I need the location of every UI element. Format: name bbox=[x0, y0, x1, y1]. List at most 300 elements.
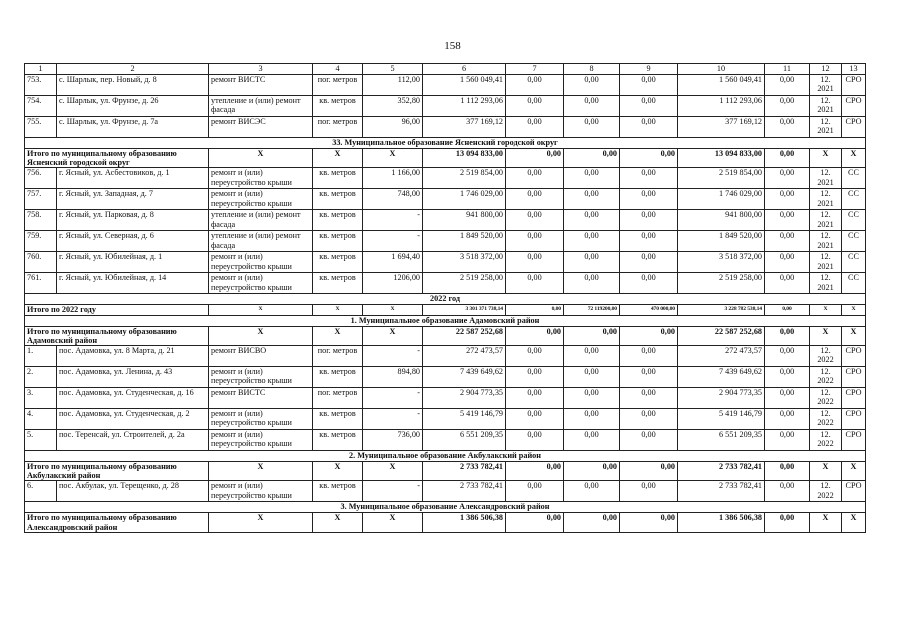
total-cell: X bbox=[313, 305, 363, 315]
table-row bbox=[25, 189, 866, 210]
table-cell: 1206,00 bbox=[363, 273, 423, 294]
section-title: 3. Муниципальное образование Александровский район bbox=[25, 502, 866, 513]
table-cell: СРО bbox=[842, 409, 866, 430]
table-cell: 0,00 bbox=[620, 430, 678, 451]
table-cell: с. Шарлык, пер. Новый, д. 8 bbox=[57, 75, 209, 96]
total-cell: 3 228 782 538,14 bbox=[678, 305, 765, 315]
table-cell: 12. 2022 bbox=[810, 481, 842, 502]
table-cell: 0,00 bbox=[620, 367, 678, 388]
municipality-total-row bbox=[25, 326, 866, 345]
total-cell: 3 301 371 738,14 bbox=[423, 305, 506, 315]
total-label: Итого по муниципальному образованию Акбулакский район bbox=[25, 462, 209, 481]
table-cell: пог. метров bbox=[313, 346, 363, 367]
table-cell: кв. метров bbox=[313, 367, 363, 388]
table-cell: СС bbox=[842, 252, 866, 273]
table-cell: кв. метров bbox=[313, 481, 363, 502]
table-cell: 5. bbox=[25, 430, 57, 451]
table-cell: - bbox=[363, 388, 423, 409]
table-row bbox=[25, 168, 866, 189]
table-cell: 2 519 854,00 bbox=[423, 168, 506, 189]
table-cell: 0,00 bbox=[620, 409, 678, 430]
table-cell: 0,00 bbox=[765, 388, 810, 409]
column-number-cell: 9 bbox=[620, 64, 678, 75]
section-title: 33. Муниципальное образование Ясненский городской округ bbox=[25, 138, 866, 149]
table-cell: 2 733 782,41 bbox=[678, 481, 765, 502]
table-cell: 759. bbox=[25, 231, 57, 252]
table-cell: 756. bbox=[25, 168, 57, 189]
table-cell: 0,00 bbox=[506, 273, 564, 294]
total-cell: 0,00 bbox=[620, 149, 678, 168]
section-title: 2. Муниципальное образование Акбулакский район bbox=[25, 451, 866, 462]
table-cell: 377 169,12 bbox=[423, 117, 506, 138]
table-cell: 0,00 bbox=[564, 409, 620, 430]
column-number-cell: 4 bbox=[313, 64, 363, 75]
table-cell: утепление и (или) ремонт фасада bbox=[209, 210, 313, 231]
table-cell: г. Ясный, ул. Северная, д. 6 bbox=[57, 231, 209, 252]
municipality-total-row bbox=[25, 462, 866, 481]
table-cell: 272 473,57 bbox=[678, 346, 765, 367]
table-cell: г. Ясный, ул. Асбестовиков, д. 1 bbox=[57, 168, 209, 189]
table-cell: 894,80 bbox=[363, 367, 423, 388]
table-cell: 0,00 bbox=[620, 189, 678, 210]
table-cell: 12. 2022 bbox=[810, 346, 842, 367]
table-cell: 0,00 bbox=[564, 252, 620, 273]
table-cell: 12. 2022 bbox=[810, 430, 842, 451]
table-cell: кв. метров bbox=[313, 409, 363, 430]
table-cell: СС bbox=[842, 168, 866, 189]
table-cell: г. Ясный, ул. Юбилейная, д. 14 bbox=[57, 273, 209, 294]
table-cell: 0,00 bbox=[765, 231, 810, 252]
total-cell: X bbox=[363, 305, 423, 315]
table-cell: ремонт ВИСЭС bbox=[209, 117, 313, 138]
table-cell: 755. bbox=[25, 117, 57, 138]
table-cell: 1 849 520,00 bbox=[678, 231, 765, 252]
table-cell: 12. 2022 bbox=[810, 367, 842, 388]
total-cell: X bbox=[363, 513, 423, 532]
table-cell: кв. метров bbox=[313, 231, 363, 252]
total-cell: 0,00 bbox=[506, 326, 564, 345]
table-cell: СС bbox=[842, 231, 866, 252]
column-number-cell: 1 bbox=[25, 64, 57, 75]
table-cell: 0,00 bbox=[620, 168, 678, 189]
table-cell: кв. метров bbox=[313, 168, 363, 189]
table-cell: 0,00 bbox=[765, 189, 810, 210]
table-cell: 12. 2021 bbox=[810, 210, 842, 231]
table-cell: пог. метров bbox=[313, 75, 363, 96]
table-cell: 12. 2021 bbox=[810, 96, 842, 117]
table-cell: 0,00 bbox=[506, 168, 564, 189]
table-cell: пос. Акбулак, ул. Терещенко, д. 28 bbox=[57, 481, 209, 502]
table-cell: 352,80 bbox=[363, 96, 423, 117]
total-cell: X bbox=[842, 326, 866, 345]
table-cell: 0,00 bbox=[620, 210, 678, 231]
total-label: Итого по муниципальному образованию Ясненский городской округ bbox=[25, 149, 209, 168]
table-cell: 0,00 bbox=[564, 231, 620, 252]
total-cell: X bbox=[810, 513, 842, 532]
table-cell: 96,00 bbox=[363, 117, 423, 138]
table-cell: 1 746 029,00 bbox=[423, 189, 506, 210]
total-cell: 0,00 bbox=[765, 326, 810, 345]
table-cell: 0,00 bbox=[564, 346, 620, 367]
total-cell: X bbox=[842, 305, 866, 315]
table-cell: 0,00 bbox=[506, 388, 564, 409]
total-cell: X bbox=[313, 513, 363, 532]
total-cell: 0,00 bbox=[564, 462, 620, 481]
table-cell: СРО bbox=[842, 388, 866, 409]
column-number-cell: 12 bbox=[810, 64, 842, 75]
total-label: Итого по 2022 году bbox=[25, 305, 209, 315]
table-cell: 1 560 049,41 bbox=[423, 75, 506, 96]
table-cell: 377 169,12 bbox=[678, 117, 765, 138]
table-cell: 0,00 bbox=[564, 117, 620, 138]
total-cell: 0,00 bbox=[506, 305, 564, 315]
table-cell: кв. метров bbox=[313, 273, 363, 294]
table-cell: 2 519 258,00 bbox=[423, 273, 506, 294]
table-cell: 6 551 209,35 bbox=[423, 430, 506, 451]
table-cell: 1 694,40 bbox=[363, 252, 423, 273]
table-row bbox=[25, 409, 866, 430]
table-cell: 0,00 bbox=[765, 75, 810, 96]
table-row bbox=[25, 481, 866, 502]
table-row bbox=[25, 117, 866, 138]
table-cell: ремонт и (или) переустройство крыши bbox=[209, 481, 313, 502]
table-cell: кв. метров bbox=[313, 210, 363, 231]
total-cell: 2 733 782,41 bbox=[423, 462, 506, 481]
table-cell: 0,00 bbox=[564, 75, 620, 96]
total-cell: X bbox=[209, 462, 313, 481]
table-cell: 5 419 146,79 bbox=[423, 409, 506, 430]
total-cell: 470 000,00 bbox=[620, 305, 678, 315]
table-cell: 748,00 bbox=[363, 189, 423, 210]
table-cell: ремонт и (или) переустройство крыши bbox=[209, 430, 313, 451]
table-cell: 0,00 bbox=[506, 346, 564, 367]
table-cell: 1 112 293,06 bbox=[423, 96, 506, 117]
total-cell: X bbox=[209, 513, 313, 532]
table-cell: СРО bbox=[842, 117, 866, 138]
column-number-header bbox=[25, 64, 866, 75]
table-cell: пог. метров bbox=[313, 117, 363, 138]
table-cell: 5 419 146,79 bbox=[678, 409, 765, 430]
table-cell: 3 518 372,00 bbox=[423, 252, 506, 273]
table-cell: кв. метров bbox=[313, 430, 363, 451]
table-row bbox=[25, 430, 866, 451]
table-cell: СРО bbox=[842, 75, 866, 96]
total-cell: 0,00 bbox=[564, 326, 620, 345]
table-cell: ремонт ВИСТС bbox=[209, 75, 313, 96]
page-number: 158 bbox=[444, 40, 461, 52]
table-cell: пос. Теренсай, ул. Строителей, д. 2а bbox=[57, 430, 209, 451]
municipality-total-row bbox=[25, 149, 866, 168]
table-cell: 3 518 372,00 bbox=[678, 252, 765, 273]
table-cell: г. Ясный, ул. Юбилейная, д. 1 bbox=[57, 252, 209, 273]
table-cell: 0,00 bbox=[506, 409, 564, 430]
table-cell: 0,00 bbox=[506, 117, 564, 138]
total-cell: X bbox=[810, 149, 842, 168]
table-cell: 3. bbox=[25, 388, 57, 409]
table-cell: СС bbox=[842, 189, 866, 210]
total-cell: 0,00 bbox=[506, 462, 564, 481]
table-cell: - bbox=[363, 481, 423, 502]
table-cell: 0,00 bbox=[620, 346, 678, 367]
total-cell: 1 386 506,38 bbox=[678, 513, 765, 532]
table-cell: кв. метров bbox=[313, 252, 363, 273]
total-cell: 0,00 bbox=[506, 149, 564, 168]
table-cell: 0,00 bbox=[620, 388, 678, 409]
table-row bbox=[25, 231, 866, 252]
table-cell: 0,00 bbox=[564, 430, 620, 451]
table-row bbox=[25, 346, 866, 367]
table-cell: утепление и (или) ремонт фасада bbox=[209, 96, 313, 117]
section-header-row bbox=[25, 315, 866, 326]
table-cell: 0,00 bbox=[620, 273, 678, 294]
table-cell: 2. bbox=[25, 367, 57, 388]
table-cell: 2 733 782,41 bbox=[423, 481, 506, 502]
table-cell: 0,00 bbox=[564, 168, 620, 189]
table-cell: - bbox=[363, 409, 423, 430]
table-row bbox=[25, 273, 866, 294]
table-cell: 0,00 bbox=[765, 96, 810, 117]
table-cell: СРО bbox=[842, 481, 866, 502]
municipality-total-row bbox=[25, 513, 866, 532]
table-cell: пос. Адамовка, ул. Ленина, д. 43 bbox=[57, 367, 209, 388]
table-cell: пос. Адамовка, ул. Студенческая, д. 2 bbox=[57, 409, 209, 430]
table-cell: пос. Адамовка, ул. Студенческая, д. 16 bbox=[57, 388, 209, 409]
table-cell: 0,00 bbox=[765, 168, 810, 189]
table-cell: утепление и (или) ремонт фасада bbox=[209, 231, 313, 252]
total-cell: X bbox=[363, 462, 423, 481]
table-cell: 0,00 bbox=[506, 75, 564, 96]
section-header-row bbox=[25, 502, 866, 513]
table-cell: СС bbox=[842, 210, 866, 231]
total-cell: 13 094 833,00 bbox=[678, 149, 765, 168]
table-cell: пос. Адамовка, ул. 8 Марта, д. 21 bbox=[57, 346, 209, 367]
table-cell: 0,00 bbox=[620, 117, 678, 138]
table-cell: 112,00 bbox=[363, 75, 423, 96]
table-cell: 0,00 bbox=[564, 273, 620, 294]
table-cell: 12. 2021 bbox=[810, 168, 842, 189]
section-header-row bbox=[25, 138, 866, 149]
section-title: 2022 год bbox=[25, 294, 866, 305]
total-cell: X bbox=[842, 462, 866, 481]
table-cell: 1 112 293,06 bbox=[678, 96, 765, 117]
table-cell: 941 800,00 bbox=[678, 210, 765, 231]
table-cell: СС bbox=[842, 273, 866, 294]
table-cell: 0,00 bbox=[506, 231, 564, 252]
column-number-cell: 7 bbox=[506, 64, 564, 75]
table-cell: 0,00 bbox=[564, 210, 620, 231]
table-cell: 12. 2022 bbox=[810, 409, 842, 430]
table-cell: СРО bbox=[842, 430, 866, 451]
table-row bbox=[25, 367, 866, 388]
column-number-cell: 8 bbox=[564, 64, 620, 75]
table-row bbox=[25, 210, 866, 231]
table-cell: 0,00 bbox=[506, 367, 564, 388]
table-cell: 12. 2021 bbox=[810, 231, 842, 252]
table-cell: 12. 2021 bbox=[810, 273, 842, 294]
total-cell: 0,00 bbox=[765, 462, 810, 481]
table-cell: СРО bbox=[842, 346, 866, 367]
table-cell: кв. метров bbox=[313, 96, 363, 117]
total-cell: X bbox=[810, 326, 842, 345]
table-cell: 7 439 649,62 bbox=[678, 367, 765, 388]
table-cell: 1 746 029,00 bbox=[678, 189, 765, 210]
section-header-row bbox=[25, 451, 866, 462]
total-cell: X bbox=[810, 462, 842, 481]
table-cell: с. Шарлык, ул. Фрунзе, д. 7а bbox=[57, 117, 209, 138]
capital-repair-table bbox=[24, 63, 866, 533]
table-row bbox=[25, 75, 866, 96]
total-cell: 0,00 bbox=[564, 513, 620, 532]
table-cell: 0,00 bbox=[765, 409, 810, 430]
table-cell: 12. 2021 bbox=[810, 117, 842, 138]
total-cell: 1 386 506,38 bbox=[423, 513, 506, 532]
table-cell: пог. метров bbox=[313, 388, 363, 409]
total-cell: 22 587 252,68 bbox=[678, 326, 765, 345]
table-cell: ремонт и (или) переустройство крыши bbox=[209, 168, 313, 189]
table-cell: 6 551 209,35 bbox=[678, 430, 765, 451]
total-cell: X bbox=[810, 305, 842, 315]
table-cell: ремонт и (или) переустройство крыши bbox=[209, 367, 313, 388]
table-cell: 0,00 bbox=[765, 430, 810, 451]
column-number-cell: 11 bbox=[765, 64, 810, 75]
section-header-row bbox=[25, 294, 866, 305]
total-cell: X bbox=[209, 149, 313, 168]
total-cell: 0,00 bbox=[765, 149, 810, 168]
table-cell: ремонт и (или) переустройство крыши bbox=[209, 252, 313, 273]
table-cell: 0,00 bbox=[564, 367, 620, 388]
table-cell: 0,00 bbox=[765, 252, 810, 273]
table-cell: 0,00 bbox=[506, 430, 564, 451]
total-cell: 0,00 bbox=[620, 326, 678, 345]
column-number-cell: 6 bbox=[423, 64, 506, 75]
total-cell: X bbox=[313, 462, 363, 481]
table-cell: - bbox=[363, 231, 423, 252]
table-cell: 0,00 bbox=[564, 388, 620, 409]
table-cell: 12. 2021 bbox=[810, 189, 842, 210]
table-cell: - bbox=[363, 346, 423, 367]
table-cell: 760. bbox=[25, 252, 57, 273]
table-cell: 0,00 bbox=[620, 231, 678, 252]
column-number-cell: 5 bbox=[363, 64, 423, 75]
table-cell: 12. 2021 bbox=[810, 75, 842, 96]
table-cell: 941 800,00 bbox=[423, 210, 506, 231]
total-cell: 0,00 bbox=[506, 513, 564, 532]
total-label: Итого по муниципальному образованию Александровский район bbox=[25, 513, 209, 532]
table-cell: ремонт и (или) переустройство крыши bbox=[209, 189, 313, 210]
total-cell: 13 094 833,00 bbox=[423, 149, 506, 168]
table-row bbox=[25, 388, 866, 409]
total-cell: X bbox=[842, 513, 866, 532]
table-cell: 1 166,00 bbox=[363, 168, 423, 189]
table-cell: 754. bbox=[25, 96, 57, 117]
table-cell: 272 473,57 bbox=[423, 346, 506, 367]
table-cell: кв. метров bbox=[313, 189, 363, 210]
total-cell: 0,00 bbox=[620, 513, 678, 532]
table-cell: 757. bbox=[25, 189, 57, 210]
table-cell: 758. bbox=[25, 210, 57, 231]
table-cell: 736,00 bbox=[363, 430, 423, 451]
table-cell: 2 519 854,00 bbox=[678, 168, 765, 189]
table-cell: г. Ясный, ул. Западная, д. 7 bbox=[57, 189, 209, 210]
total-cell: 0,00 bbox=[765, 305, 810, 315]
table-cell: ремонт и (или) переустройство крыши bbox=[209, 273, 313, 294]
table-cell: 0,00 bbox=[620, 252, 678, 273]
table-cell: 0,00 bbox=[620, 96, 678, 117]
table-cell: ремонт ВИСТС bbox=[209, 388, 313, 409]
total-cell: X bbox=[313, 149, 363, 168]
total-cell: 2 733 782,41 bbox=[678, 462, 765, 481]
table-cell: 0,00 bbox=[765, 210, 810, 231]
table-cell: 12. 2022 bbox=[810, 388, 842, 409]
table-cell: 761. bbox=[25, 273, 57, 294]
column-number-cell: 10 bbox=[678, 64, 765, 75]
table-cell: 0,00 bbox=[620, 75, 678, 96]
table-cell: 0,00 bbox=[564, 481, 620, 502]
total-label: Итого по муниципальному образованию Адамовский район bbox=[25, 326, 209, 345]
table-cell: 753. bbox=[25, 75, 57, 96]
table-row bbox=[25, 252, 866, 273]
table-cell: 0,00 bbox=[506, 210, 564, 231]
column-number-cell: 13 bbox=[842, 64, 866, 75]
total-cell: 0,00 bbox=[765, 513, 810, 532]
table-cell: СРО bbox=[842, 96, 866, 117]
table-cell: 2 904 773,35 bbox=[423, 388, 506, 409]
table-cell: 1 560 049,41 bbox=[678, 75, 765, 96]
total-cell: X bbox=[313, 326, 363, 345]
total-cell: X bbox=[363, 149, 423, 168]
table-cell: 1. bbox=[25, 346, 57, 367]
table-cell: 0,00 bbox=[506, 252, 564, 273]
table-cell: 2 904 773,35 bbox=[678, 388, 765, 409]
column-number-cell: 3 bbox=[209, 64, 313, 75]
table-body bbox=[25, 64, 866, 533]
table-cell: 0,00 bbox=[765, 117, 810, 138]
total-cell: 22 587 252,68 bbox=[423, 326, 506, 345]
table-cell: ремонт и (или) переустройство крыши bbox=[209, 409, 313, 430]
table-cell: 7 439 649,62 bbox=[423, 367, 506, 388]
table-cell: ремонт ВИСВО bbox=[209, 346, 313, 367]
table-cell: 0,00 bbox=[620, 481, 678, 502]
year-total-row bbox=[25, 305, 866, 315]
table-cell: с. Шарлык, ул. Фрунзе, д. 26 bbox=[57, 96, 209, 117]
table-cell: 0,00 bbox=[765, 367, 810, 388]
table-cell: 4. bbox=[25, 409, 57, 430]
table-cell: 0,00 bbox=[506, 481, 564, 502]
table-cell: СРО bbox=[842, 367, 866, 388]
table-cell: г. Ясный, ул. Парковая, д. 8 bbox=[57, 210, 209, 231]
table-cell: 0,00 bbox=[506, 189, 564, 210]
total-cell: 0,00 bbox=[564, 149, 620, 168]
table-cell: 0,00 bbox=[765, 481, 810, 502]
total-cell: X bbox=[209, 326, 313, 345]
total-cell: X bbox=[209, 305, 313, 315]
section-title: 1. Муниципальное образование Адамовский район bbox=[25, 315, 866, 326]
total-cell: X bbox=[363, 326, 423, 345]
table-cell: - bbox=[363, 210, 423, 231]
table-cell: 2 519 258,00 bbox=[678, 273, 765, 294]
table-row bbox=[25, 96, 866, 117]
total-cell: 72 119200,00 bbox=[564, 305, 620, 315]
table-cell: 0,00 bbox=[765, 346, 810, 367]
table-cell: 6. bbox=[25, 481, 57, 502]
table-cell: 1 849 520,00 bbox=[423, 231, 506, 252]
total-cell: X bbox=[842, 149, 866, 168]
table-cell: 0,00 bbox=[765, 273, 810, 294]
table-cell: 0,00 bbox=[564, 96, 620, 117]
table-cell: 0,00 bbox=[564, 189, 620, 210]
table-cell: 0,00 bbox=[506, 96, 564, 117]
table-cell: 12. 2021 bbox=[810, 252, 842, 273]
